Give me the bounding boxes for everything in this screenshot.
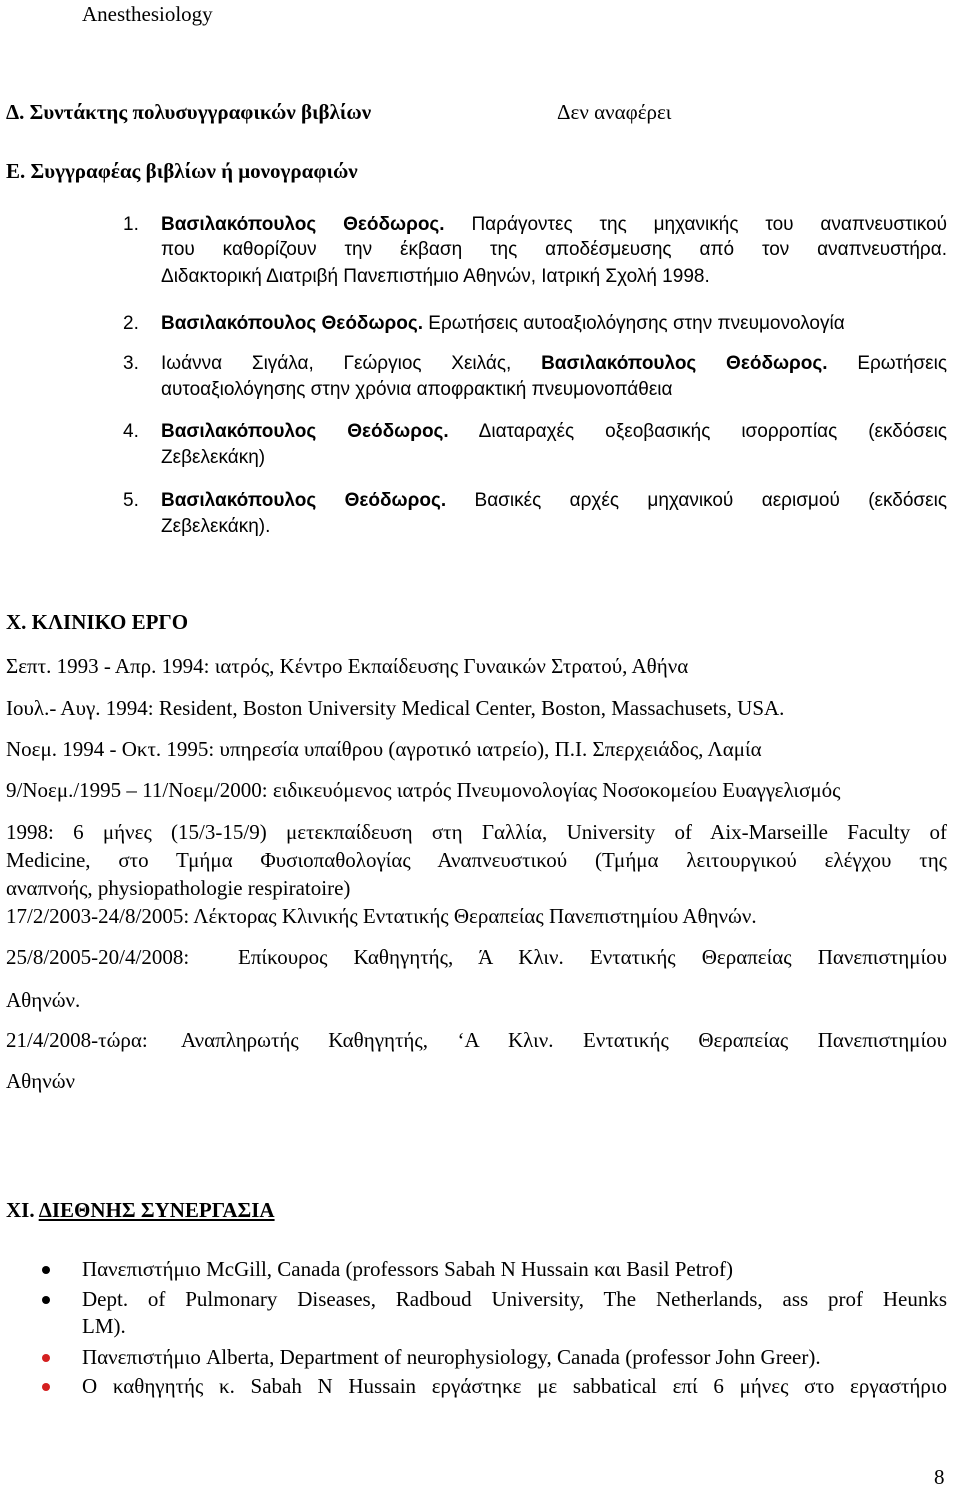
book-2-number: 2. xyxy=(123,313,139,334)
section-xi-title xyxy=(6,1197,275,1223)
clinical-entry-3: Νοεμ. 1994 - Οκτ. 1995: υπηρεσία υπαίθρου (αγροτικό ιατρείο), Π.Ι. Σπερχειάδος, Λαμία xyxy=(6,737,762,761)
book-4-line-1 xyxy=(161,421,947,443)
book-1-line-3: Διδακτορική Διατριβή Πανεπιστήμιο Αθηνών, Ιατρική Σχολή 1998. xyxy=(161,266,710,287)
book-3-number: 3. xyxy=(123,353,139,374)
assistant-text: Επίκουρος Καθηγητής, Ά Κλιν. Εντατικής Θεραπείας Πανεπιστημίου xyxy=(238,945,947,969)
section-d-value: Δεν αναφέρει xyxy=(557,100,672,124)
france-line-3: αναπνοής, physiopathologie respiratoire) xyxy=(6,876,351,900)
book-2-line-1 xyxy=(161,313,845,335)
assistant-date: 25/8/2005-20/4/2008: xyxy=(6,945,190,969)
lecturer-line: 17/2/2003-24/8/2005: Λέκτορας Κλινικής Εντατικής Θεραπείας Πανεπιστημίου Αθηνών. xyxy=(6,904,757,928)
section-e-label: Ε. Συγγραφέας βιβλίων ή μονογραφιών xyxy=(6,159,358,183)
associate-text: Αναπληρωτής Καθηγητής, ‘Α Κλιν. Εντατικής Θεραπείας Πανεπιστημίου xyxy=(181,1028,947,1052)
collab-1: Πανεπιστήμιο McGill, Canada (professors Sabah N Hussain και Basil Petrof) xyxy=(82,1257,734,1281)
collab-2-line-2: LM). xyxy=(82,1314,126,1338)
associate-date: 21/4/2008-τώρα: xyxy=(6,1028,148,1052)
bullet-icon xyxy=(42,1296,50,1304)
book-3-line-2: αυτοαξιολόγησης στην χρόνια αποφρακτική πνευμονοπάθεια xyxy=(161,379,673,400)
clinical-entry-1: Σεπτ. 1993 - Απρ. 1994: ιατρός, Κέντρο Εκπαίδευσης Γυναικών Στρατού, Αθήνα xyxy=(6,654,689,678)
book-3-author: Βασιλακόπουλος Θεόδωρος. xyxy=(541,353,828,374)
section-xi-number: ΧΙ. xyxy=(6,1198,35,1222)
book-1-number: 1. xyxy=(123,214,139,235)
book-5-title-1: Βασικές αρχές μηχανικού αερισμού (εκδόσεις xyxy=(474,490,947,511)
book-1-line-2: που καθορίζουν την έκβαση της αποδέσμευσης από τον αναπνευστήρα. xyxy=(161,239,947,260)
section-d-label: Δ. Συντάκτης πολυσυγγραφικών βιβλίων xyxy=(6,100,372,124)
book-1-title-1: Παράγοντες της μηχανικής του αναπνευστικού xyxy=(471,214,948,235)
france-line-1: 1998: 6 μήνες (15/3-15/9) μετεκπαίδευση στη Γαλλία, University of Aix-Marseille Faculty of xyxy=(6,820,947,844)
book-3-coauthors: Ιωάννα Σιγάλα, Γεώργιος Χειλάς, xyxy=(161,353,512,374)
book-4-line-2: Ζεβελεκάκη) xyxy=(161,447,266,468)
bullet-icon xyxy=(42,1266,50,1274)
assistant-city: Αθηνών. xyxy=(6,988,81,1012)
collab-4: Ο καθηγητής κ. Sabah N Hussain εργάστηκε με sabbatical επί 6 μήνες στο εργαστήριο xyxy=(82,1374,947,1398)
running-title: Anesthesiology xyxy=(82,2,213,26)
book-5-line-1 xyxy=(161,490,947,512)
collab-3: Πανεπιστήμιο Alberta, Department of neurophysiology, Canada (professor John Greer). xyxy=(82,1345,821,1369)
book-3-line-1 xyxy=(161,353,947,375)
clinical-entry-4: 9/Νοεμ./1995 – 11/Νοεμ/2000: ειδικευόμενος ιατρός Πνευμονολογίας Νοσοκομείου Ευαγγελισμός xyxy=(6,778,841,802)
section-x-title: Χ. ΚΛΙΝΙΚΟ ΕΡΓΟ xyxy=(6,610,189,634)
associate-city: Αθηνών xyxy=(6,1069,76,1093)
book-2-title: Ερωτήσεις αυτοαξιολόγησης στην πνευμονολογία xyxy=(428,313,845,334)
book-4-author: Βασιλακόπουλος Θεόδωρος. xyxy=(161,421,449,442)
book-3-title-1: Ερωτήσεις xyxy=(857,353,948,374)
book-4-number: 4. xyxy=(123,421,139,442)
bullet-icon xyxy=(42,1354,50,1362)
book-5-number: 5. xyxy=(123,490,139,511)
collab-2-line-1: Dept. of Pulmonary Diseases, Radboud University, The Netherlands, ass prof Heunks xyxy=(82,1287,947,1311)
book-4-title-1: Διαταραχές οξεοβασικής ισορροπίας (εκδόσεις xyxy=(478,421,947,442)
france-line-2: Medicine, στο Τμήμα Φυσιοπαθολογίας Αναπνευστικού (Τμήμα λειτουργικού ελέγχου της xyxy=(6,848,947,872)
section-xi-heading: ΔΙΕΘΝΗΣ ΣΥΝΕΡΓΑΣΙΑ xyxy=(38,1198,275,1222)
clinical-entry-2: Ιουλ.- Αυγ. 1994: Resident, Boston University Medical Center, Boston, Massachusets, USA. xyxy=(6,696,785,720)
book-5-author: Βασιλακόπουλος Θεόδωρος. xyxy=(161,490,447,511)
book-1-line-1 xyxy=(161,214,947,236)
book-5-line-2: Ζεβελεκάκη). xyxy=(161,516,271,537)
book-2-author: Βασιλακόπουλος Θεόδωρος. xyxy=(161,313,424,334)
book-1-author: Βασιλακόπουλος Θεόδωρος. xyxy=(161,214,445,235)
bullet-icon xyxy=(42,1383,50,1391)
page-number: 8 xyxy=(934,1465,945,1489)
